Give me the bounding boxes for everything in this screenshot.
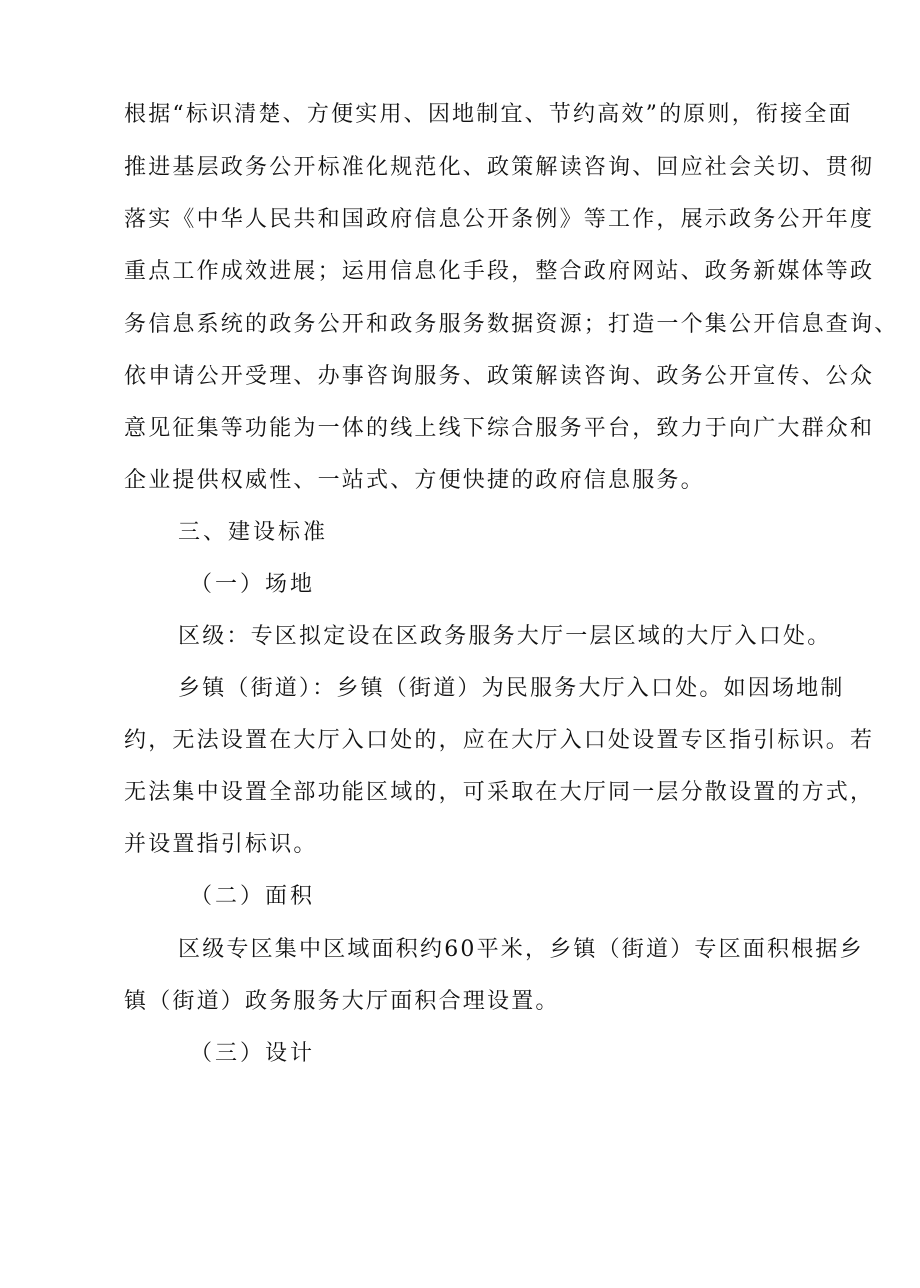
subsection-heading: （一）场地: [190, 572, 316, 597]
paragraph-line: 区级专区集中区域面积约60平米，乡镇（街道）专区面积根据乡: [178, 937, 864, 962]
paragraph-line: 约，无法设置在大厅入口处的，应在大厅入口处设置专区指引标识。若: [124, 728, 875, 753]
paragraph-line: 镇（街道）政务服务大厅面积合理设置。: [124, 989, 560, 1014]
paragraph-line: 落实《中华人民共和国政府信息公开条例》等工作，展示政务公开年度: [124, 207, 875, 232]
paragraph-line: 并设置指引标识。: [124, 832, 318, 857]
subsection-heading: （三）设计: [190, 1041, 316, 1066]
paragraph-line: 区级：专区拟定设在区政务服务大厅一层区域的大厅入口处。: [178, 624, 832, 649]
paragraph-line: 推进基层政务公开标准化规范化、政策解读咨询、回应社会关切、贯彻: [124, 155, 875, 180]
subsection-heading: （二）面积: [190, 884, 316, 909]
section-heading: 三、建设标准: [178, 520, 329, 545]
paragraph-line: 务信息系统的政务公开和政务服务数据资源；打造一个集公开信息查询、: [124, 312, 899, 337]
paragraph-line: 企业提供权威性、一站式、方便快捷的政府信息服务。: [124, 468, 705, 493]
paragraph-line: 无法集中设置全部功能区域的，可采取在大厅同一层分散设置的方式，: [124, 780, 875, 805]
paragraph-line: 意见征集等功能为一体的线上线下综合服务平台，致力于向广大群众和: [124, 416, 875, 441]
paragraph-line: 乡镇（街道）：乡镇（街道）为民服务大厅入口处。如因场地制: [178, 676, 845, 701]
paragraph-line: 重点工作成效进展；运用信息化手段，整合政府网站、政务新媒体等政: [124, 259, 875, 284]
paragraph-line: 根据“标识清楚、方便实用、因地制宜、节约高效”的原则，衔接全面: [124, 102, 853, 127]
paragraph-line: 依申请公开受理、办事咨询服务、政策解读咨询、政务公开宣传、公众: [124, 364, 875, 389]
